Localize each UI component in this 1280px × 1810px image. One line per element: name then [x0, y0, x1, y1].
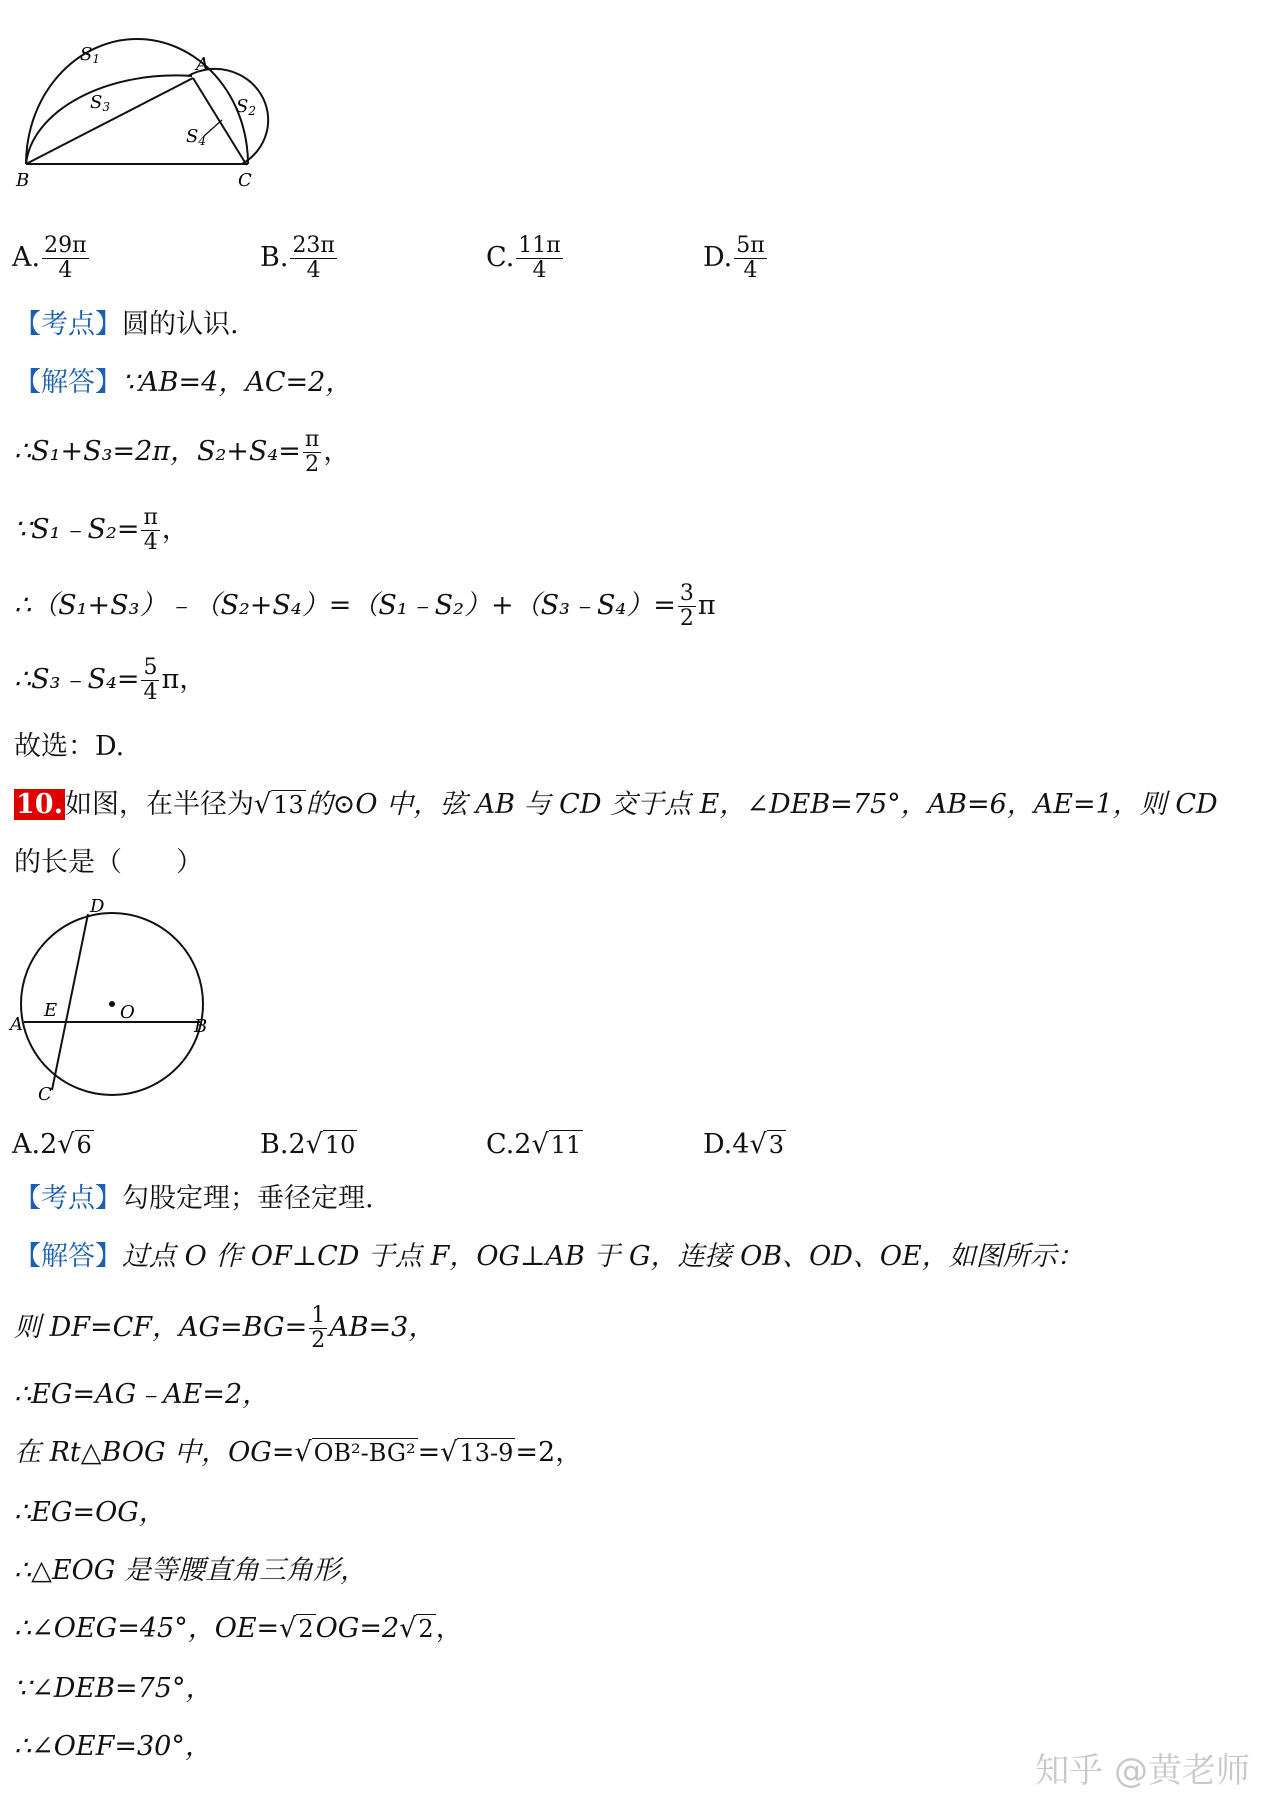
label-d: D: [90, 898, 105, 917]
q10-option-c: C.2√11: [486, 1129, 582, 1160]
q9-option-c: C. $\frac{11\pi}{4}$: [486, 233, 561, 283]
q9-option-d: D. $\frac{5\pi}{4}$: [703, 233, 765, 283]
label-s2: S2: [236, 96, 256, 118]
q10-sol-line-5: ∴EG=OG，: [14, 1497, 166, 1528]
q10-figure: [8, 898, 228, 1108]
q9-sol-line-5: ∴S₃﹣S₄= $\frac{5}{4}$ π，: [14, 655, 207, 705]
q9-sol-line-3: ∵S₁﹣S₂= $\frac{\pi}{4}$ ，: [14, 505, 189, 555]
q10-sol-line-1: 【解答】过点 O 作 OF⊥CD 于点 F，OG⊥AB 于 G，连接 OB、OD、OE，如图所示：: [14, 1241, 1084, 1272]
q10-sol-line-2: 则 DF=CF，AG=BG= $\frac{1}{2}$ AB=3，: [14, 1303, 436, 1353]
q10-sol-line-9: ∴∠OEF=30°，: [14, 1731, 212, 1762]
q10-stem-line-2: 的长是（ ）: [14, 847, 203, 878]
label-s3: S3: [90, 92, 110, 114]
q9-option-a: A. $\frac{29\pi}{4}$: [12, 233, 87, 283]
q10-sol-line-3: ∴EG=AG﹣AE=2，: [14, 1379, 270, 1410]
label-s1: S1: [80, 44, 100, 66]
q10-sol-line-8: ∵∠DEB=75°，: [14, 1673, 213, 1704]
q9-sol-line-6: 故选：D.: [14, 731, 125, 762]
q9-option-b: B. $\frac{23\pi}{4}$: [260, 233, 335, 283]
q10-sol-line-4: 在 Rt△BOG 中，OG=√OB²-BG²=√13-9=2，: [14, 1437, 583, 1468]
q9-kaodian: 【考点】圆的认识.: [14, 309, 239, 340]
q10-stem-line-1: 10.如图，在半径为√13的⊙O 中，弦 AB 与 CD 交于点 E，∠DEB=75°，AB=6，AE=1，则 CD: [16, 789, 1218, 820]
label-c: C: [38, 1084, 52, 1105]
label-c: C: [238, 170, 252, 191]
q10-option-d: D.4√3: [703, 1129, 784, 1160]
label-e: E: [44, 1000, 58, 1021]
q10-kaodian: 【考点】勾股定理；垂径定理.: [14, 1183, 374, 1214]
q9-sol-line-4: ∴（S₁+S₃）﹣（S₂+S₄）=（S₁﹣S₂）+（S₃﹣S₄）= $\frac{3}{2}$ π: [14, 581, 716, 631]
question-number: 10.: [16, 789, 63, 820]
center-point: [109, 1001, 115, 1007]
label-o: O: [120, 1002, 135, 1023]
label-a: A: [196, 54, 209, 75]
q10-sol-line-6: ∴△EOG 是等腰直角三角形，: [14, 1555, 367, 1586]
q10-sol-line-7: ∴∠OEG=45°，OE=√2OG=2√2，: [14, 1613, 463, 1644]
q10-option-b: B.2√10: [260, 1129, 356, 1160]
label-s4: S4: [186, 126, 206, 148]
q10-option-a: A.2√6: [12, 1129, 92, 1160]
label-b: B: [194, 1016, 208, 1037]
label-a: A: [10, 1014, 23, 1035]
label-b: B: [16, 170, 30, 191]
q9-sol-line-1: 【解答】∵AB=4，AC=2，: [14, 367, 353, 398]
q9-figure: [10, 18, 310, 218]
watermark: 知乎 @黄老师: [1035, 1751, 1250, 1791]
q9-sol-line-2: ∴S₁+S₃=2π，S₂+S₄= $\frac{\pi}{2}$ ，: [14, 427, 351, 477]
